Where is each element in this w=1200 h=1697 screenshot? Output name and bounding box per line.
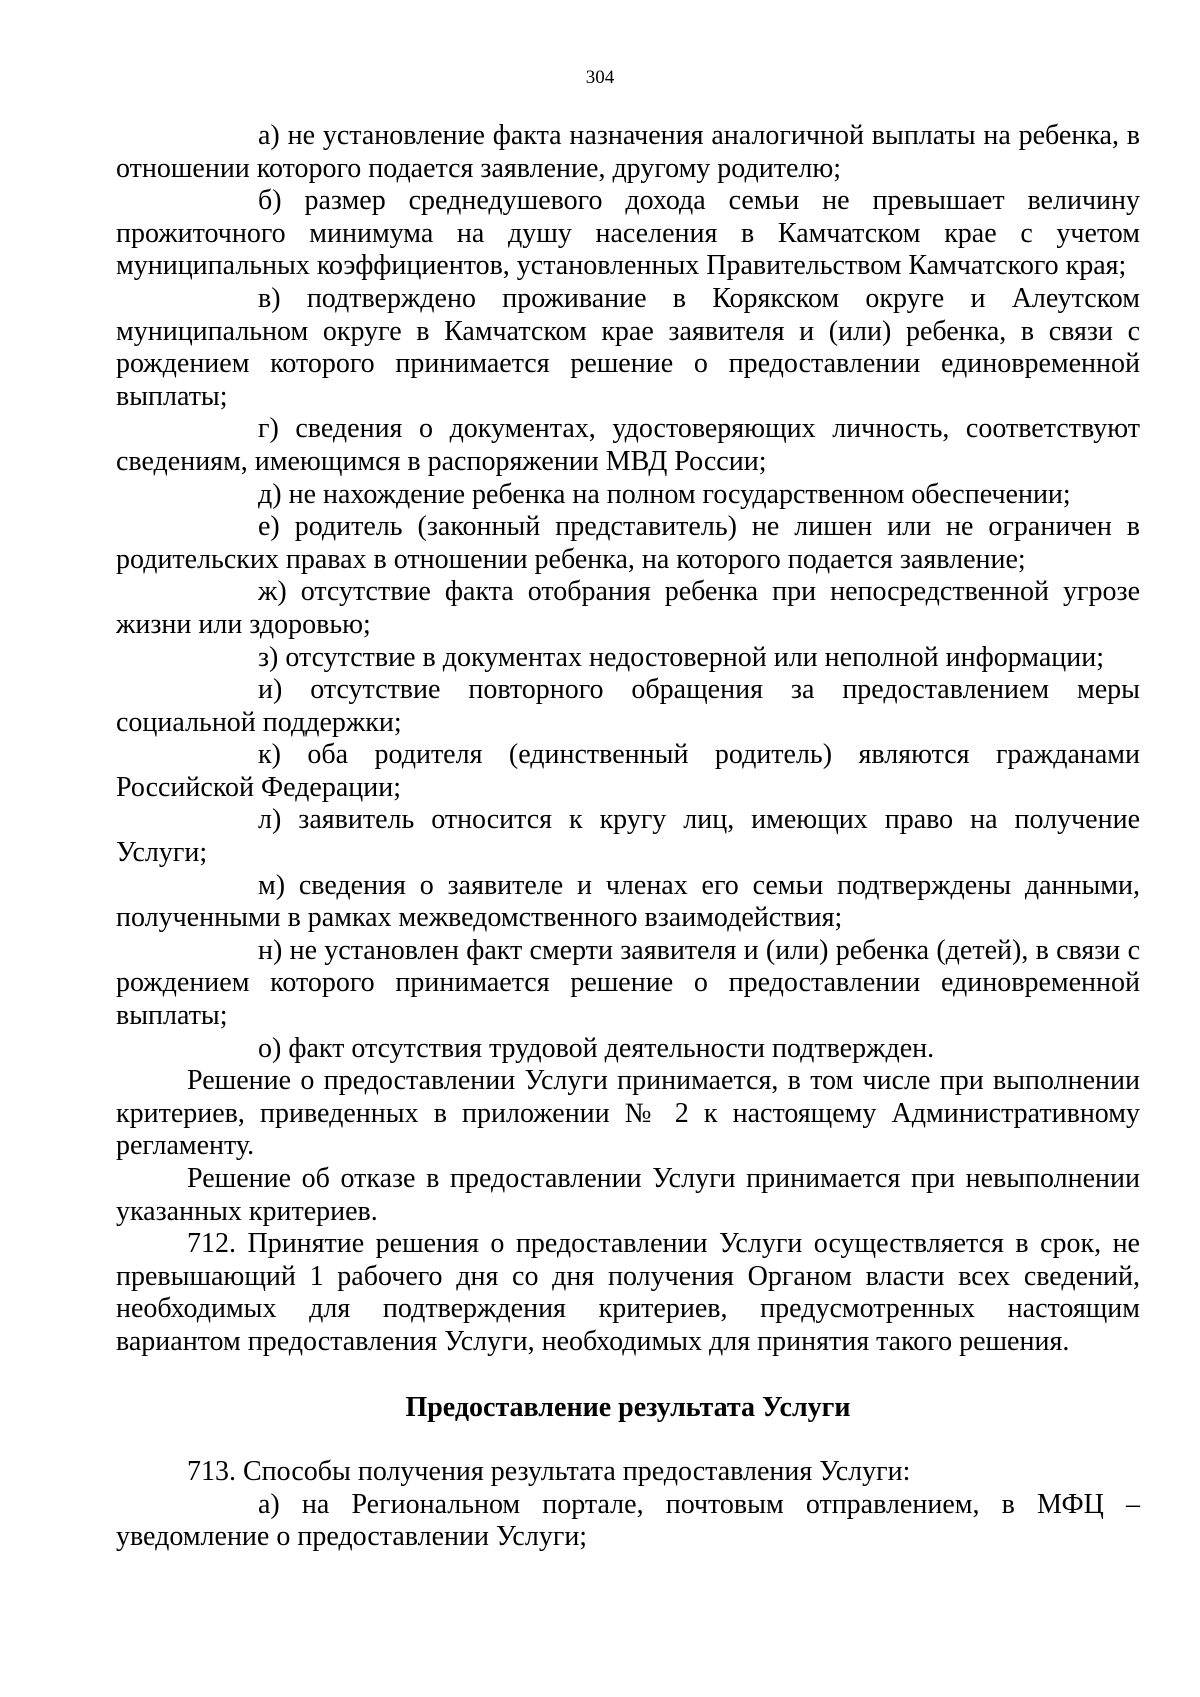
paragraph [116, 185, 1140, 283]
paragraph-text: Решение об отказе в предоставлении Услуги принимается при невыполнении указанных критериев. [116, 1163, 1140, 1227]
list-marker: г) [258, 413, 279, 445]
paragraph [116, 642, 1140, 675]
paragraph-text: Решение о предоставлении Услуги принимается, в том числе при выполнении критериев, приведенных в приложении № 2 к настоящему Административному регламенту. [116, 1065, 1140, 1162]
list-marker: л) [258, 804, 282, 836]
document-body [116, 120, 1140, 1554]
paragraph-text: размер среднедушевого дохода семьи не превышает величину прожиточного минимума на душу населения в Камчатском крае с учетом муниципальных коэффициентов, установленных Правительством Камчатского края; [116, 185, 1140, 282]
list-marker: в) [258, 282, 281, 314]
paragraph-text: подтверждено проживание в Корякском округе и Алеутском муниципальном округе в Камчатском крае заявителя и (или) ребенка, в связи с рождением которого принимается решение о предоставлении единовременной выплаты; [116, 282, 1140, 412]
list-marker: о) [258, 1032, 282, 1064]
list-marker: ж) [258, 576, 287, 608]
section-heading: Предоставление результата Услуги [405, 1391, 851, 1423]
list-marker: б) [258, 185, 282, 217]
paragraph [116, 739, 1140, 804]
paragraph [116, 1228, 1140, 1358]
paragraph-text: не установление факта назначения аналогичной выплаты на ребенка, в отношении которого подается заявление, другому родителю; [116, 120, 1141, 184]
list-marker: а) [258, 120, 280, 151]
paragraph [116, 870, 1140, 935]
list-marker: д) [258, 478, 282, 510]
paragraph [116, 120, 1140, 185]
paragraph [116, 576, 1140, 641]
list-marker: а) [258, 1488, 280, 1520]
paragraph-text: на Региональном портале, почтовым отправлением, в МФЦ – уведомление о предоставлении Услуги; [116, 1488, 1141, 1553]
list-marker: к) [258, 739, 281, 771]
paragraph [116, 1489, 1140, 1554]
paragraph-text: факт отсутствия трудовой деятельности подтвержден. [288, 1032, 935, 1064]
paragraph [116, 1065, 1140, 1163]
paragraph-text: заявитель относится к кругу лиц, имеющих право на получение Услуги; [116, 804, 1141, 869]
paragraph [116, 413, 1140, 478]
paragraph-text: родитель (законный представитель) не лишен или не ограничен в родительских правах в отношении ребенка, на которого подается заявление; [116, 511, 1140, 575]
paragraph [116, 804, 1140, 869]
paragraph-text: отсутствие факта отобрания ребенка при непосредственной угрозе жизни или здоровью; [116, 576, 1141, 640]
paragraph [116, 283, 1140, 413]
paragraph-text: не установлен факт смерти заявителя и (или) ребенка (детей), в связи с рождением которого принимается решение о предоставлении единовременной выплаты; [116, 934, 1141, 1032]
paragraph [116, 1033, 1140, 1066]
list-marker: и) [258, 674, 283, 706]
list-marker: м) [258, 869, 286, 901]
result-methods-list [116, 1456, 1140, 1554]
list-marker: е) [258, 511, 280, 543]
paragraph-text: отсутствие в документах недостоверной или неполной информации; [285, 641, 1104, 673]
list-marker: н) [258, 934, 283, 966]
paragraph-text: 713. Способы получения результата предоставления Услуги: [187, 1456, 911, 1488]
paragraph [116, 674, 1140, 739]
paragraph [116, 479, 1140, 512]
paragraph-text: сведения о документах, удостоверяющих личность, соответствуют сведениям, имеющимся в распоряжении МВД России; [116, 413, 1140, 477]
paragraph-text: отсутствие повторного обращения за предоставлением меры социальной поддержки; [116, 674, 1140, 738]
paragraph-text: не нахождение ребенка на полном государственном обеспечении; [288, 478, 1071, 510]
page-number: 304 [585, 67, 615, 88]
paragraph [116, 511, 1140, 576]
paragraph-text: сведения о заявителе и членах его семьи подтверждены данными, полученными в рамках межведомственного взаимодействия; [116, 869, 1141, 934]
list-marker: з) [258, 641, 279, 673]
paragraph [116, 935, 1140, 1033]
paragraph [116, 1456, 1140, 1489]
paragraph [116, 1163, 1140, 1228]
criteria-list [116, 120, 1140, 1359]
paragraph-text: 712. Принятие решения о предоставлении Услуги осуществляется в срок, не превышающий 1 рабочего дня со дня получения Органом власти всех сведений, необходимых для подтверждения критериев, предусмотренных настоящим вариантом предоставления Услуги, необходимых для принятия такого решения. [116, 1228, 1140, 1357]
paragraph-text: оба родителя (единственный родитель) являются гражданами Российской Федерации; [116, 739, 1140, 803]
